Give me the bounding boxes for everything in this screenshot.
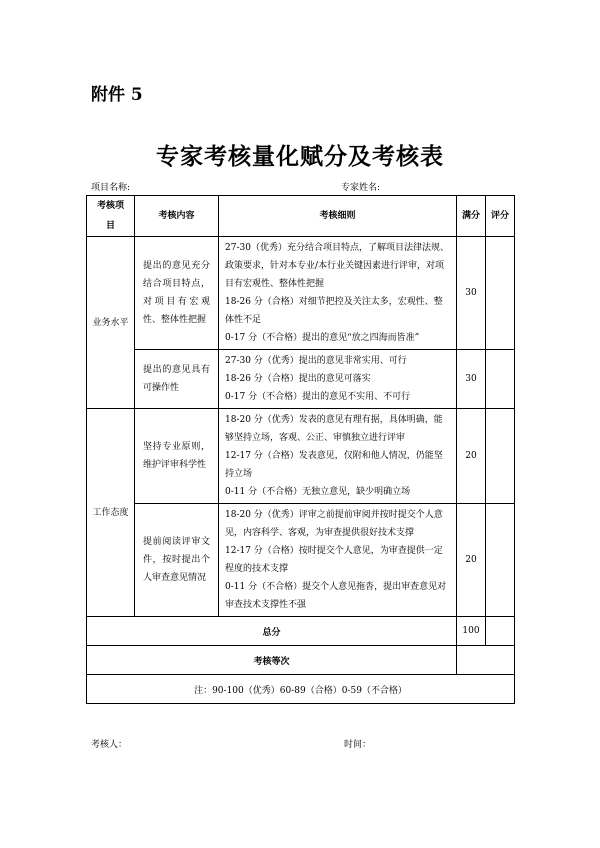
detail-line: 0-11 分（不合格）无独立意见，缺少明确立场	[225, 487, 411, 497]
header-row	[87, 196, 515, 237]
project-name-label: 项目名称:	[91, 183, 131, 193]
header-category: 考核项目	[87, 196, 135, 237]
rating-cell[interactable]	[486, 504, 515, 617]
grade-row	[87, 646, 515, 675]
detail-line: 18-20 分（优秀）评审之前提前审阅并按时提交个人意见，内容科学、客观，为审查提供很好技术支撑	[225, 510, 443, 538]
rating-cell[interactable]	[486, 350, 515, 409]
detail-line: 0-17 分（不合格）提出的意见“放之四海而皆准”	[225, 333, 420, 343]
detail-line: 12-17 分（合格）按时提交个人意见，为审查提供一定程度的技术支撑	[225, 546, 443, 574]
full-score-cell: 30	[457, 350, 486, 409]
content-cell: 提出的意见充分结合项目特点，对项目有宏观性、整体性把握	[135, 237, 219, 350]
content-cell: 坚持专业原则，维护评审科学性	[135, 409, 219, 504]
category-cell: 业务水平	[87, 237, 135, 409]
assessment-table	[86, 195, 515, 704]
grade-value-cell[interactable]	[457, 646, 515, 675]
detail-line: 27-30（优秀）充分结合项目特点，了解项目法律法规、政策要求，针对本专业/本行业关键因素进行评审，对项目有宏观性、整体性把握	[225, 243, 449, 289]
table-row	[87, 504, 515, 617]
total-row	[87, 617, 515, 646]
content-cell: 提出的意见具有可操作性	[135, 350, 219, 409]
details-cell	[219, 350, 457, 409]
time-label: 时间：	[344, 740, 372, 750]
full-score-cell: 20	[457, 409, 486, 504]
page-title: 专家考核量化赋分及考核表	[156, 143, 444, 170]
header-full-score: 满分	[457, 196, 486, 237]
table-row	[87, 237, 515, 350]
rating-cell[interactable]	[486, 237, 515, 350]
assessor-label: 考核人：	[91, 740, 128, 750]
header-details: 考核细则	[219, 196, 457, 237]
details-cell	[219, 237, 457, 350]
detail-line: 27-30 分（优秀）提出的意见非常实用、可行	[225, 356, 407, 366]
total-label: 总分	[87, 617, 457, 646]
detail-line: 18-26 分（合格）提出的意见可落实	[225, 374, 371, 384]
detail-line: 18-20 分（优秀）发表的意见有理有据，具体明确，能够坚持立场，客观、公正、审慎独立进行评审	[225, 415, 443, 443]
category-cell: 工作态度	[87, 409, 135, 617]
full-score-cell: 30	[457, 237, 486, 350]
details-cell	[219, 504, 457, 617]
detail-line: 0-11 分（不合格）提交个人意见拖沓，提出审查意见对审查技术支撑性不强	[225, 582, 447, 610]
grade-label: 考核等次	[87, 646, 457, 675]
header-rating: 评分	[486, 196, 515, 237]
expert-name-label: 专家姓名:	[341, 183, 381, 193]
note-row	[87, 675, 515, 704]
details-cell	[219, 409, 457, 504]
detail-line: 0-17 分（不合格）提出的意见不实用、不可行	[225, 392, 411, 402]
header-content: 考核内容	[135, 196, 219, 237]
table-row	[87, 350, 515, 409]
full-score-cell: 20	[457, 504, 486, 617]
attachment-label: 附件 5	[91, 85, 143, 105]
table-row	[87, 409, 515, 504]
total-value: 100	[457, 617, 486, 646]
detail-line: 12-17 分（合格）发表意见，仅附和他人情况，仍能坚持立场	[225, 451, 443, 479]
rating-cell[interactable]	[486, 409, 515, 504]
total-rating-cell[interactable]	[486, 617, 515, 646]
detail-line: 18-26 分（合格）对细节把控及关注太多，宏观性、整体性不足	[225, 297, 443, 325]
content-cell: 提前阅读评审文件，按时提出个人审查意见情况	[135, 504, 219, 617]
scoring-note: 注：90-100（优秀）60-89（合格）0-59（不合格）	[87, 675, 515, 704]
